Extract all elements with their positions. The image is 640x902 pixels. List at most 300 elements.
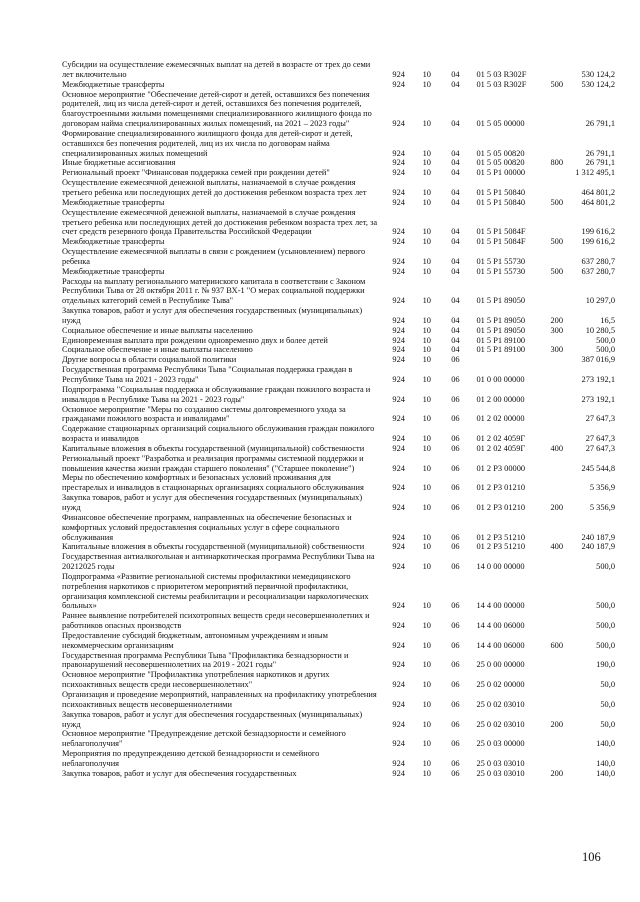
row-subsection-code: 06 bbox=[451, 621, 460, 631]
row-section-code: 10 bbox=[422, 256, 431, 266]
table-row bbox=[62, 749, 615, 769]
row-amount: 500,0 bbox=[596, 601, 615, 611]
row-name: Подпрограмма "Социальная поддержка и обслуживание граждан пожилого возраста и инвалидов в Республике Тыва на 2021 - 2023 годы" bbox=[62, 384, 371, 404]
row-amount: 637 280,7 bbox=[581, 266, 615, 276]
row-amount: 27 647,3 bbox=[585, 443, 615, 453]
row-section-code: 10 bbox=[422, 680, 431, 690]
row-ved-code: 924 bbox=[392, 463, 405, 473]
row-section-code: 10 bbox=[422, 719, 431, 729]
row-expense-type-code: 500 bbox=[550, 197, 564, 207]
row-name: Закупка товаров, работ и услуг для обеспечения государственных (муниципальных) нужд bbox=[62, 306, 363, 325]
row-expense-type-code: 500 bbox=[550, 79, 564, 89]
row-target-article-code: 01 5 P1 89050 bbox=[476, 296, 526, 306]
row-name: Государственная программа Республики Тыва "Социальная поддержка граждан в Республике Тыва на 2021 - 2023 годы" bbox=[62, 365, 353, 384]
table-row bbox=[62, 355, 615, 365]
row-amount: 26 791,1 bbox=[585, 119, 615, 129]
row-target-article-code: 01 5 P1 50840 bbox=[476, 187, 526, 197]
row-section-code: 10 bbox=[422, 168, 431, 178]
row-name: Межбюджетные трансферты bbox=[62, 237, 165, 247]
row-name: Основное мероприятие "Профилактика употребления наркотиков и других психоактивных веществ среди несовершеннолетних" bbox=[62, 670, 330, 690]
table-row bbox=[62, 267, 615, 277]
row-target-article-code: 01 5 P1 89050 bbox=[476, 315, 526, 325]
row-name: Государственная программа Республики Тыва "Профилактика безнадзорности и правонарушений несовершеннолетних на 2019 - 2021 годы" bbox=[62, 650, 349, 670]
row-ved-code: 924 bbox=[392, 601, 405, 611]
row-subsection-code: 06 bbox=[451, 601, 460, 611]
row-name: Социальное обеспечение и иные выплаты населению bbox=[62, 345, 253, 355]
row-amount: 140,0 bbox=[596, 758, 615, 768]
row-ved-code: 924 bbox=[392, 69, 405, 79]
row-section-code: 10 bbox=[422, 69, 431, 79]
row-name: Основное мероприятие "Обеспечение детей-сирот и детей, оставшихся без попечения родителей, лиц из числа детей-сирот и детей, оставшихся без попечения родителей, благоустроенными жилыми помещениями специализированного жилищного фонда по договорам найма специализированных жилых помещений, на 2021 – 2023 годы" bbox=[62, 89, 372, 129]
row-section-code: 10 bbox=[422, 345, 431, 355]
row-name: Региональный проект "Финансовая поддержка семей при рождении детей" bbox=[62, 168, 330, 178]
row-name: Межбюджетные трансферты bbox=[62, 266, 165, 276]
row-expense-type-code bbox=[545, 277, 569, 307]
row-amount: 500,0 bbox=[596, 345, 615, 355]
row-section-code: 10 bbox=[422, 414, 431, 424]
row-name: Капитальные вложения в объекты государственной (муниципальной) собственности bbox=[62, 443, 365, 453]
budget-table bbox=[62, 60, 615, 779]
row-target-article-code: 25 0 02 03010 bbox=[476, 719, 525, 729]
row-ved-code: 924 bbox=[392, 434, 405, 444]
row-amount: 500,0 bbox=[596, 640, 615, 650]
row-ved-code: 924 bbox=[392, 227, 405, 237]
row-amount: 530 124,2 bbox=[581, 79, 615, 89]
row-ved-code: 924 bbox=[392, 680, 405, 690]
row-subsection-code: 04 bbox=[451, 296, 460, 306]
row-section-code: 10 bbox=[422, 375, 431, 384]
row-target-article-code: 01 2 02 4059Г bbox=[476, 443, 526, 453]
row-expense-type-code bbox=[545, 355, 569, 365]
row-ved-code: 924 bbox=[392, 739, 405, 749]
row-amount: 140,0 bbox=[596, 768, 615, 778]
row-target-article-code: 01 2 00 00000 bbox=[476, 394, 525, 404]
table-row bbox=[62, 345, 615, 355]
row-expense-type-code bbox=[545, 690, 569, 710]
row-ved-code: 924 bbox=[392, 315, 405, 325]
row-expense-type-code: 200 bbox=[550, 768, 564, 778]
row-section-code: 10 bbox=[422, 355, 431, 365]
table-row bbox=[62, 237, 615, 247]
row-section-code: 10 bbox=[422, 197, 431, 207]
row-name: Предоставление субсидий бюджетным, автономным учреждениям и иным некоммерческим организациям bbox=[62, 630, 328, 650]
row-ved-code: 924 bbox=[392, 256, 405, 266]
row-target-article-code: 01 5 P1 5084F bbox=[476, 227, 526, 237]
row-ved-code: 924 bbox=[392, 502, 405, 512]
row-amount: 273 192,1 bbox=[581, 394, 615, 404]
row-name: Государственная антиалкогольная и антинаркотическая программа Республики Тыва на 20212025 годы bbox=[62, 552, 375, 572]
row-amount: 27 647,3 bbox=[585, 414, 615, 424]
row-expense-type-code: 400 bbox=[550, 542, 564, 552]
row-section-code: 10 bbox=[422, 325, 431, 335]
row-ved-code: 924 bbox=[392, 375, 405, 384]
row-expense-type-code bbox=[545, 552, 569, 572]
row-target-article-code: 25 0 00 00000 bbox=[476, 660, 525, 670]
row-target-article-code: 01 5 05 00000 bbox=[476, 119, 525, 129]
row-target-article-code: 14 4 00 00000 bbox=[476, 601, 525, 611]
table-row bbox=[62, 513, 615, 543]
row-expense-type-code bbox=[545, 473, 569, 493]
row-expense-type-code bbox=[545, 405, 569, 425]
row-amount: 1 312 495,1 bbox=[575, 168, 615, 178]
row-target-article-code bbox=[470, 355, 544, 365]
row-name: Раннее выявление потребителей психотропных веществ среди несовершеннолетних и работников опасных производств bbox=[62, 611, 370, 631]
row-expense-type-code bbox=[545, 208, 569, 238]
row-subsection-code: 06 bbox=[451, 758, 460, 768]
row-expense-type-code bbox=[545, 365, 569, 385]
row-ved-code: 924 bbox=[392, 768, 405, 778]
table-row bbox=[62, 670, 615, 690]
row-target-article-code: 25 0 03 03010 bbox=[476, 758, 525, 768]
row-subsection-code: 06 bbox=[451, 640, 460, 650]
row-subsection-code: 06 bbox=[451, 542, 460, 552]
row-expense-type-code: 600 bbox=[550, 640, 564, 650]
row-ved-code: 924 bbox=[392, 197, 405, 207]
row-ved-code: 924 bbox=[392, 355, 405, 365]
row-subsection-code: 04 bbox=[451, 227, 460, 237]
row-target-article-code: 14 4 00 06000 bbox=[476, 621, 525, 631]
table-row bbox=[62, 493, 615, 513]
row-amount: 245 544,8 bbox=[581, 463, 615, 473]
row-target-article-code: 01 2 P3 00000 bbox=[476, 463, 526, 473]
row-expense-type-code bbox=[545, 129, 569, 159]
row-subsection-code: 06 bbox=[451, 394, 460, 404]
row-target-article-code: 14 4 00 06000 bbox=[476, 640, 525, 650]
table-row bbox=[62, 60, 615, 80]
row-name: Осуществление ежемесячной денежной выплаты, назначаемой в случае рождения третьего ребенка или последующих детей до достижения ребенком возраста трех лет bbox=[62, 178, 367, 197]
table-row bbox=[62, 729, 615, 749]
row-section-code: 10 bbox=[422, 227, 431, 237]
row-expense-type-code bbox=[545, 424, 569, 444]
row-name: Финансовое обеспечение программ, направленных на обеспечение безопасных и комфортных условий предоставления социальных услуг в сфере социального обслуживания bbox=[62, 512, 352, 542]
row-ved-code: 924 bbox=[392, 119, 405, 129]
row-name: Субсидии на осуществление ежемесячных выплат на детей в возрасте от трех до семи лет включительно bbox=[62, 60, 371, 79]
row-subsection-code: 06 bbox=[451, 463, 460, 473]
row-amount: 26 791,1 bbox=[585, 158, 615, 168]
row-expense-type-code bbox=[545, 336, 569, 346]
row-expense-type-code bbox=[545, 651, 569, 671]
row-section-code: 10 bbox=[422, 768, 431, 778]
table-row bbox=[62, 611, 615, 631]
row-ved-code: 924 bbox=[392, 266, 405, 276]
row-subsection-code: 04 bbox=[451, 345, 460, 355]
row-section-code: 10 bbox=[422, 542, 431, 552]
row-target-article-code: 01 5 P1 55730 bbox=[476, 266, 526, 276]
table-row bbox=[62, 424, 615, 444]
row-target-article-code: 01 2 P3 01210 bbox=[476, 483, 526, 493]
row-amount: 240 187,9 bbox=[581, 542, 615, 552]
row-section-code: 10 bbox=[422, 483, 431, 493]
row-section-code: 10 bbox=[422, 187, 431, 197]
row-section-code: 10 bbox=[422, 119, 431, 129]
row-expense-type-code: 500 bbox=[550, 266, 564, 276]
row-target-article-code: 25 0 03 00000 bbox=[476, 739, 525, 749]
row-amount: 16,5 bbox=[600, 315, 615, 325]
row-amount: 50,0 bbox=[600, 680, 615, 690]
row-ved-code: 924 bbox=[392, 325, 405, 335]
row-amount: 530 124,2 bbox=[581, 69, 615, 79]
row-target-article-code: 01 5 P1 89100 bbox=[476, 345, 526, 355]
row-target-article-code: 25 0 03 03010 bbox=[476, 768, 525, 778]
row-section-code: 10 bbox=[422, 640, 431, 650]
row-section-code: 10 bbox=[422, 463, 431, 473]
row-amount: 500,0 bbox=[596, 335, 615, 345]
row-expense-type-code: 800 bbox=[550, 158, 564, 168]
row-section-code: 10 bbox=[422, 443, 431, 453]
table-row bbox=[62, 444, 615, 454]
row-amount: 500,0 bbox=[596, 621, 615, 631]
table-row bbox=[62, 326, 615, 336]
row-amount: 500,0 bbox=[596, 562, 615, 572]
row-ved-code: 924 bbox=[392, 542, 405, 552]
row-name: Осуществление ежемесячной выплаты в связи с рождением (усыновлением) первого ребенка bbox=[62, 247, 366, 266]
row-section-code: 10 bbox=[422, 532, 431, 542]
row-name: Межбюджетные трансферты bbox=[62, 79, 165, 89]
row-amount: 199 616,2 bbox=[581, 227, 615, 237]
row-subsection-code: 06 bbox=[451, 483, 460, 493]
row-ved-code: 924 bbox=[392, 237, 405, 247]
row-subsection-code: 04 bbox=[451, 266, 460, 276]
row-expense-type-code: 200 bbox=[550, 719, 564, 729]
row-amount: 5 356,9 bbox=[589, 502, 615, 512]
row-target-article-code: 01 0 00 00000 bbox=[476, 375, 525, 384]
row-target-article-code: 01 5 P1 00000 bbox=[476, 168, 526, 178]
row-ved-code: 924 bbox=[392, 719, 405, 729]
row-subsection-code: 06 bbox=[451, 355, 460, 365]
row-section-code: 10 bbox=[422, 315, 431, 325]
row-name: Подпрограмма «Развитие региональной системы профилактики немедицинского потребления наркотиков с приоритетом мероприятий первичной профилактики, организация комплексной системы реабилитации и ресоциализации наркологических больных» bbox=[62, 571, 369, 611]
row-target-article-code: 01 5 P1 5084F bbox=[476, 237, 526, 247]
row-ved-code: 924 bbox=[392, 758, 405, 768]
table-row bbox=[62, 552, 615, 572]
row-subsection-code: 04 bbox=[451, 256, 460, 266]
table-row bbox=[62, 454, 615, 474]
row-subsection-code: 06 bbox=[451, 719, 460, 729]
page-number: 106 bbox=[582, 850, 601, 864]
table-row bbox=[62, 710, 615, 730]
row-expense-type-code: 500 bbox=[550, 237, 564, 247]
row-target-article-code: 14 0 00 00000 bbox=[476, 562, 525, 572]
row-ved-code: 924 bbox=[392, 562, 405, 572]
row-target-article-code: 01 2 P3 01210 bbox=[476, 502, 526, 512]
row-expense-type-code bbox=[545, 247, 569, 267]
row-name: Другие вопросы в области социальной политики bbox=[62, 355, 237, 365]
row-expense-type-code bbox=[545, 60, 569, 80]
row-section-code: 10 bbox=[422, 158, 431, 168]
row-subsection-code: 06 bbox=[451, 434, 460, 444]
row-section-code: 10 bbox=[422, 660, 431, 670]
row-subsection-code: 06 bbox=[451, 768, 460, 778]
row-subsection-code: 06 bbox=[451, 562, 460, 572]
row-subsection-code: 06 bbox=[451, 680, 460, 690]
row-subsection-code: 04 bbox=[451, 315, 460, 325]
table-row bbox=[62, 158, 615, 168]
table-row bbox=[62, 198, 615, 208]
row-expense-type-code: 300 bbox=[550, 325, 564, 335]
row-section-code: 10 bbox=[422, 562, 431, 572]
row-amount: 10 297,0 bbox=[585, 296, 615, 306]
row-expense-type-code bbox=[545, 454, 569, 474]
row-expense-type-code bbox=[545, 168, 569, 178]
row-subsection-code: 06 bbox=[451, 502, 460, 512]
table-row bbox=[62, 405, 615, 425]
row-target-article-code: 01 5 05 00820 bbox=[476, 158, 525, 168]
row-amount: 464 801,2 bbox=[581, 187, 615, 197]
row-expense-type-code: 400 bbox=[550, 443, 564, 453]
row-target-article-code: 01 2 P3 51210 bbox=[476, 532, 526, 542]
row-subsection-code: 04 bbox=[451, 335, 460, 345]
row-subsection-code: 04 bbox=[451, 148, 460, 158]
table-row bbox=[62, 306, 615, 326]
row-section-code: 10 bbox=[422, 266, 431, 276]
row-subsection-code: 06 bbox=[451, 660, 460, 670]
row-name: Основное мероприятие "Меры по созданию системы долговременного ухода за гражданами пожилого возраста и инвалидами" bbox=[62, 404, 346, 424]
row-amount: 637 280,7 bbox=[581, 256, 615, 266]
row-ved-code: 924 bbox=[392, 483, 405, 493]
row-subsection-code: 06 bbox=[451, 443, 460, 453]
row-subsection-code: 04 bbox=[451, 69, 460, 79]
row-ved-code: 924 bbox=[392, 532, 405, 542]
row-section-code: 10 bbox=[422, 335, 431, 345]
row-ved-code: 924 bbox=[392, 394, 405, 404]
row-subsection-code: 06 bbox=[451, 739, 460, 749]
row-amount: 240 187,9 bbox=[581, 532, 615, 542]
row-expense-type-code bbox=[545, 749, 569, 769]
table-row bbox=[62, 690, 615, 710]
row-expense-type-code bbox=[545, 729, 569, 749]
row-amount: 10 280,5 bbox=[585, 325, 615, 335]
row-section-code: 10 bbox=[422, 296, 431, 306]
row-amount: 190,0 bbox=[596, 660, 615, 670]
row-ved-code: 924 bbox=[392, 443, 405, 453]
row-ved-code: 924 bbox=[392, 79, 405, 89]
row-ved-code: 924 bbox=[392, 335, 405, 345]
row-target-article-code: 25 0 02 03010 bbox=[476, 699, 525, 709]
row-amount: 199 616,2 bbox=[581, 237, 615, 247]
row-name: Закупка товаров, работ и услуг для обеспечения государственных bbox=[62, 768, 297, 778]
row-section-code: 10 bbox=[422, 739, 431, 749]
table-row bbox=[62, 336, 615, 346]
row-expense-type-code bbox=[545, 513, 569, 543]
row-expense-type-code bbox=[545, 385, 569, 405]
row-section-code: 10 bbox=[422, 502, 431, 512]
row-name: Социальное обеспечение и иные выплаты населению bbox=[62, 325, 253, 335]
row-ved-code: 924 bbox=[392, 148, 405, 158]
row-amount: 5 356,9 bbox=[589, 483, 615, 493]
row-subsection-code: 04 bbox=[451, 325, 460, 335]
row-section-code: 10 bbox=[422, 699, 431, 709]
row-section-code: 10 bbox=[422, 434, 431, 444]
row-target-article-code: 01 2 02 4059Г bbox=[476, 434, 526, 444]
row-amount: 464 801,2 bbox=[581, 197, 615, 207]
row-ved-code: 924 bbox=[392, 414, 405, 424]
row-expense-type-code bbox=[545, 611, 569, 631]
row-target-article-code: 01 5 P1 89050 bbox=[476, 325, 526, 335]
row-name: Закупка товаров, работ и услуг для обеспечения государственных (муниципальных) нужд bbox=[62, 493, 363, 512]
table-row bbox=[62, 631, 615, 651]
row-name: Организация и проведение мероприятий, направленных на профилактику употребления психоактивных веществ несовершеннолетними bbox=[62, 690, 377, 709]
row-expense-type-code: 200 bbox=[550, 502, 564, 512]
row-name: Капитальные вложения в объекты государственной (муниципальной) собственности bbox=[62, 542, 365, 552]
row-amount: 140,0 bbox=[596, 739, 615, 749]
row-ved-code: 924 bbox=[392, 640, 405, 650]
row-expense-type-code bbox=[545, 670, 569, 690]
table-row bbox=[62, 80, 615, 90]
row-expense-type-code bbox=[545, 90, 569, 129]
row-amount: 387 016,9 bbox=[581, 355, 615, 365]
row-name: Меры по обеспечению комфортных и безопасных условий проживания для престарелых и инвалидов в стационарных организациях социального обслуживания bbox=[62, 473, 364, 493]
row-amount: 26 791,1 bbox=[585, 148, 615, 158]
row-subsection-code: 04 bbox=[451, 79, 460, 89]
table-row bbox=[62, 208, 615, 238]
row-section-code: 10 bbox=[422, 394, 431, 404]
table-row bbox=[62, 385, 615, 405]
row-name: Расходы на выплату регионального материнского капитала в соответствии с Законом Республики Тыва от 28 октября 2011 г. № 937 ВХ-1 "О мерах социальной поддержки отдельных категорий семей в Республике Тыва" bbox=[62, 276, 366, 306]
row-subsection-code: 06 bbox=[451, 414, 460, 424]
row-amount: 50,0 bbox=[600, 699, 615, 709]
row-subsection-code: 04 bbox=[451, 168, 460, 178]
row-section-code: 10 bbox=[422, 621, 431, 631]
row-section-code: 10 bbox=[422, 237, 431, 247]
table-row bbox=[62, 168, 615, 178]
table-row bbox=[62, 651, 615, 671]
row-expense-type-code: 300 bbox=[550, 345, 564, 355]
row-expense-type-code: 200 bbox=[550, 315, 564, 325]
row-target-article-code: 01 5 P1 89100 bbox=[476, 335, 526, 345]
row-name: Основное мероприятие "Предупреждение детской безнадзорности и семейного неблагополучия" bbox=[62, 729, 346, 749]
row-name: Мероприятия по предупреждению детской безнадзорности и семейного неблагополучия bbox=[62, 749, 320, 768]
row-subsection-code: 06 bbox=[451, 699, 460, 709]
row-name: Осуществление ежемесячной денежной выплаты, назначаемой в случае рождения третьего ребенка или последующих детей до достижения ребенком возраста трех лет, за счет средств резервного фонда Правительства Российской Федерации bbox=[62, 207, 378, 237]
row-section-code: 10 bbox=[422, 148, 431, 158]
row-target-article-code: 01 2 02 00000 bbox=[476, 414, 525, 424]
row-ved-code: 924 bbox=[392, 345, 405, 355]
row-name: Межбюджетные трансферты bbox=[62, 197, 165, 207]
budget-table-body bbox=[62, 60, 615, 779]
row-target-article-code: 01 5 03 R302F bbox=[476, 79, 527, 89]
row-expense-type-code bbox=[545, 572, 569, 611]
row-target-article-code: 01 2 P3 51210 bbox=[476, 542, 526, 552]
row-amount: 50,0 bbox=[600, 719, 615, 729]
row-subsection-code: 04 bbox=[451, 158, 460, 168]
row-expense-type-code bbox=[545, 178, 569, 198]
row-name: Иные бюджетные ассигнования bbox=[62, 158, 176, 168]
row-subsection-code: 06 bbox=[451, 375, 460, 384]
table-row bbox=[62, 247, 615, 267]
row-ved-code: 924 bbox=[392, 187, 405, 197]
table-row bbox=[62, 542, 615, 552]
table-row bbox=[62, 178, 615, 198]
row-amount: 273 192,1 bbox=[581, 375, 615, 384]
row-name: Закупка товаров, работ и услуг для обеспечения государственных (муниципальных) нужд bbox=[62, 709, 363, 729]
row-name: Формирование специализированного жилищного фонда для детей-сирот и детей, оставшихся без попечения родителей, лиц из их числа по договорам найма специализированных жилых помещений bbox=[62, 128, 353, 158]
table-row bbox=[62, 365, 615, 385]
row-section-code: 10 bbox=[422, 601, 431, 611]
row-ved-code: 924 bbox=[392, 296, 405, 306]
row-section-code: 10 bbox=[422, 758, 431, 768]
row-name: Единовременная выплата при рождении одновременно двух и более детей bbox=[62, 335, 328, 345]
row-target-article-code: 01 5 P1 55730 bbox=[476, 256, 526, 266]
row-subsection-code: 04 bbox=[451, 187, 460, 197]
table-row bbox=[62, 572, 615, 611]
table-row bbox=[62, 90, 615, 129]
row-section-code: 10 bbox=[422, 79, 431, 89]
row-subsection-code: 04 bbox=[451, 237, 460, 247]
row-subsection-code: 04 bbox=[451, 119, 460, 129]
row-ved-code: 924 bbox=[392, 158, 405, 168]
row-amount: 27 647,3 bbox=[585, 434, 615, 444]
table-row bbox=[62, 277, 615, 307]
